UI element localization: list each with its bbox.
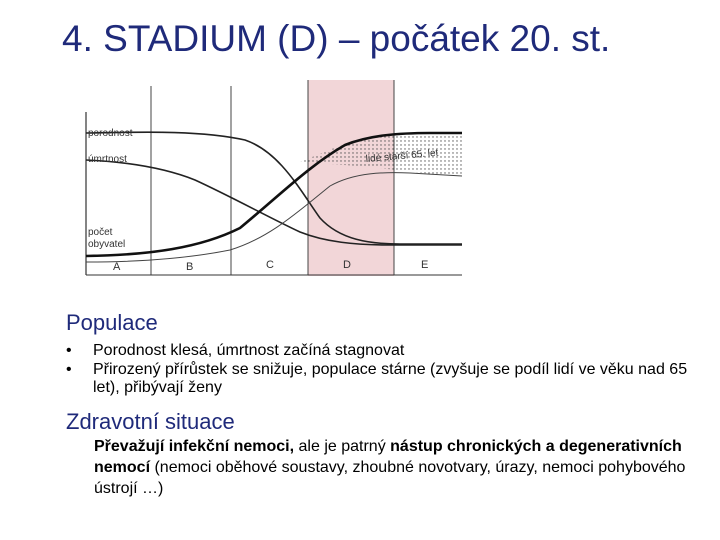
bullet: • (66, 361, 72, 378)
page-title: 4. STADIUM (D) – počátek 20. st. (62, 18, 611, 59)
zdravotni-text-2: (nemoci oběhové soustavy, zhoubné novotvary, úrazy, nemoci pohybového ústrojí …) (94, 459, 686, 497)
lower-population-curve (86, 173, 462, 262)
list-item-text: Přirozený přírůstek se snižuje, populace stárne (zvyšuje se podíl lidí ve věku nad 65 let), přibývají ženy (93, 361, 688, 396)
list-item (66, 361, 706, 397)
bullet: • (66, 342, 72, 359)
zdravotni-text (94, 436, 714, 499)
stage-label-c: C (266, 259, 274, 271)
list-item (66, 342, 706, 360)
label-elderly: lidé starší 65. let (365, 147, 439, 165)
zdravotni-bold-1: Převažují infekční nemoci, (94, 438, 295, 455)
label-porodnost: porodnost (88, 128, 133, 139)
label-umrtnost: úmrtnost (88, 154, 127, 165)
list-item-text: Porodnost klesá, úmrtnost začíná stagnovat (93, 342, 405, 359)
stage-label-a: A (113, 261, 121, 273)
label-pocet: počet (88, 227, 113, 238)
zdravotni-bold-2: nástup chronických a degenerativních nemocí (94, 438, 682, 476)
stage-label-d: D (343, 259, 351, 271)
zdravotni-text-1: ale je patrný (294, 438, 391, 455)
stage-label-b: B (186, 261, 194, 273)
stage-label-e: E (421, 259, 429, 271)
populace-list (66, 342, 706, 398)
zdravotni-heading: Zdravotní situace (66, 409, 235, 434)
populace-heading: Populace (66, 310, 158, 335)
label-obyvatel: obyvatel (88, 239, 126, 250)
